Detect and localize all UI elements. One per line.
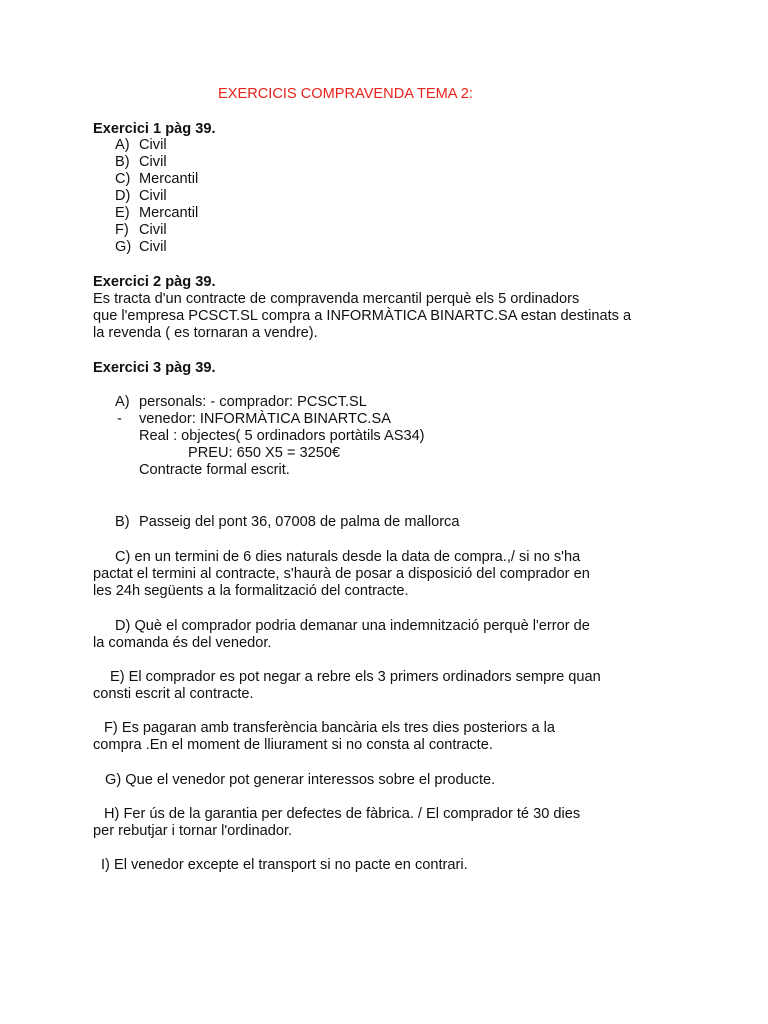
ex3-f-line: F) Es pagaran amb transferència bancària els tres dies posteriors a la (104, 720, 556, 736)
ex3-b-text: Passeig del pont 36, 07008 de palma de mallorca (139, 514, 460, 530)
ex2-line: la revenda ( es tornaran a vendre). (93, 325, 318, 341)
ex1-item-marker: E) (115, 205, 130, 221)
ex3-b-marker: B) (115, 514, 130, 530)
ex3-heading: Exercici 3 pàg 39. (93, 360, 216, 376)
ex3-a-line: personals: - comprador: PCSCT.SL (139, 394, 367, 410)
ex3-a-line: Real : objectes( 5 ordinadors portàtils AS34) (139, 428, 425, 444)
ex1-item-marker: A) (115, 137, 130, 153)
ex2-line: que l'empresa PCSCT.SL compra a INFORMÀTICA BINARTC.SA estan destinats a (93, 308, 632, 324)
document-title: EXERCICIS COMPRAVENDA TEMA 2: (218, 86, 473, 102)
ex3-g-line: G) Que el venedor pot generar interessos sobre el producte. (105, 772, 496, 788)
ex3-i-line: I) El venedor excepte el transport si no pacte en contrari. (101, 857, 468, 873)
ex3-f-line: compra .En el moment de lliurament si no consta al contracte. (93, 737, 493, 753)
ex3-a-price: PREU: 650 X5 = 3250€ (188, 445, 341, 461)
ex3-e-line: E) El comprador es pot negar a rebre els 3 primers ordinadors sempre quan (110, 669, 601, 685)
ex3-h-line: H) Fer ús de la garantia per defectes de fàbrica. / El comprador té 30 dies (104, 806, 581, 822)
ex1-item-marker: D) (115, 188, 131, 204)
ex3-d-line: D) Què el comprador podria demanar una indemnització perquè l'error de (115, 618, 590, 634)
ex1-item-text: Civil (139, 154, 167, 170)
ex3-h-line: per rebutjar i tornar l'ordinador. (93, 823, 293, 839)
ex2-heading: Exercici 2 pàg 39. (93, 274, 216, 290)
ex3-c-line: pactat el termini al contracte, s'haurà de posar a disposició del comprador en (93, 566, 590, 582)
ex3-a-marker: A) (115, 394, 130, 410)
ex1-item-text: Civil (139, 239, 167, 255)
ex1-heading: Exercici 1 pàg 39. (93, 121, 216, 137)
ex3-c-line: les 24h següents a la formalització del contracte. (93, 583, 409, 599)
ex1-item-marker: B) (115, 154, 130, 170)
ex1-item-text: Mercantil (139, 171, 199, 187)
ex1-item-text: Civil (139, 137, 167, 153)
ex3-d-line: la comanda és del venedor. (93, 635, 272, 651)
ex1-item-marker: F) (115, 222, 129, 238)
ex1-item-marker: G) (115, 239, 132, 255)
ex1-item-text: Civil (139, 188, 167, 204)
ex3-a-line: venedor: INFORMÀTICA BINARTC.SA (139, 411, 391, 427)
ex1-item-marker: C) (115, 171, 131, 187)
ex2-line: Es tracta d'un contracte de compravenda mercantil perquè els 5 ordinadors (93, 291, 580, 307)
ex3-a-line: Contracte formal escrit. (139, 462, 290, 478)
ex1-item-text: Civil (139, 222, 167, 238)
ex3-e-line: consti escrit al contracte. (93, 686, 254, 702)
ex1-item-text: Mercantil (139, 205, 199, 221)
ex3-a-dash: - (117, 411, 122, 427)
ex3-c-line: C) en un termini de 6 dies naturals desde la data de compra.,/ si no s'ha (115, 549, 581, 565)
